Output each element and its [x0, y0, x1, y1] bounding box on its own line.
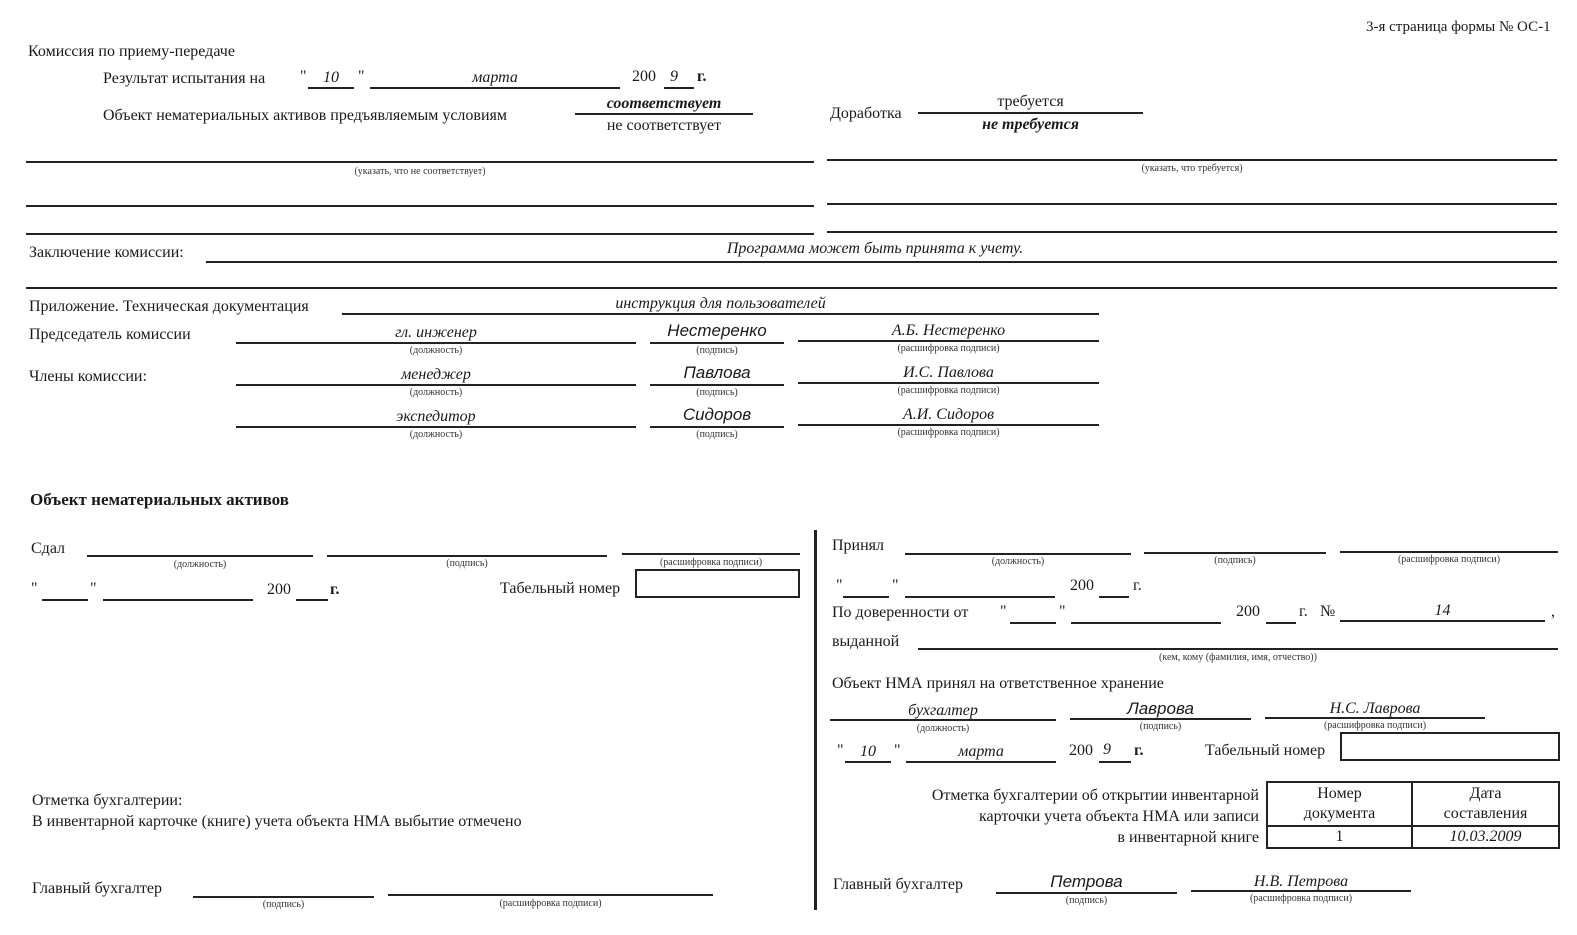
proxy-comma: ,: [1551, 603, 1555, 620]
quote-open: ": [837, 742, 844, 759]
accounting-mark-text: В инвентарной карточке (книге) учета объекта НМА выбытие отмечено: [32, 813, 522, 830]
object-section-title: Объект нематериальных активов: [30, 490, 289, 509]
custody-signature-line: [1070, 718, 1251, 720]
page-label: 3-я страница формы № ОС-1: [1366, 19, 1551, 35]
member1-signature[interactable]: Павлова: [683, 363, 751, 382]
received-year-label: г.: [1133, 577, 1142, 594]
caption-decode: (расшифровка подписи): [1323, 720, 1427, 731]
quote-close: ": [894, 742, 901, 759]
chair-name[interactable]: А.Б. Нестеренко: [891, 322, 1006, 339]
handed-label: Сдал: [31, 540, 66, 557]
member1-name[interactable]: И.С. Павлова: [903, 364, 994, 381]
member2-signature-line: [650, 426, 784, 428]
test-day-line: [308, 87, 354, 89]
custody-label: Объект НМА принял на ответственное хранение: [832, 675, 1164, 692]
custody-year-prefix: 200: [1069, 742, 1093, 759]
received-year-prefix: 200: [1070, 577, 1094, 594]
member1-position[interactable]: менеджер: [401, 366, 471, 383]
members-label: Члены комиссии:: [29, 368, 147, 385]
received-signature-line[interactable]: [1144, 552, 1326, 554]
handed-year-prefix: 200: [267, 581, 291, 598]
header-date: [1412, 782, 1559, 826]
member2-position-line: [236, 426, 636, 428]
commission-title: Комиссия по приему-передаче: [28, 43, 235, 60]
rework-label: Доработка: [830, 105, 902, 122]
quote-close: ": [892, 577, 899, 594]
caption-position: (должность): [173, 559, 227, 570]
inventory-table: [1266, 781, 1560, 849]
caption-signature: (подпись): [696, 387, 738, 398]
header-date-line1: Дата: [1469, 785, 1502, 802]
section-divider: [814, 530, 817, 910]
custody-tab-number-label: Табельный номер: [1205, 742, 1326, 759]
chair-position[interactable]: гл. инженер: [395, 324, 477, 341]
caption-signature: (подпись): [1139, 721, 1182, 732]
caption-signature: (подпись): [262, 899, 305, 910]
proxy-label: По доверенности от: [832, 604, 969, 621]
conclusion-line-2[interactable]: [26, 287, 1557, 289]
member1-position-line: [236, 384, 636, 386]
chief-signature-line: [996, 892, 1177, 894]
chief-left-decode-line[interactable]: [388, 894, 713, 896]
custody-day-line: [845, 761, 891, 763]
chief-accountant-label-left: Главный бухгалтер: [32, 880, 162, 897]
caption-position: (должность): [409, 429, 463, 440]
quote-open: ": [300, 68, 307, 85]
proxy-month-line[interactable]: [1071, 622, 1221, 624]
inventory-mark-line-1: Отметка бухгалтерии об открытии инвентарной: [931, 787, 1259, 804]
issued-label: выданной: [832, 633, 900, 650]
custody-year-field[interactable]: 9: [1103, 741, 1111, 758]
option-conforms[interactable]: соответствует: [606, 95, 722, 112]
proxy-year-line[interactable]: [1266, 622, 1296, 624]
option-rework-required[interactable]: требуется: [997, 93, 1064, 110]
quote-close: ": [358, 68, 365, 85]
option-not-conforms[interactable]: не соответствует: [606, 117, 722, 134]
header-doc-number-line1: Номер: [1317, 785, 1362, 802]
hint-required: (указать, что требуется): [1141, 163, 1243, 174]
test-year-field[interactable]: 9: [670, 68, 678, 85]
option-rework-not-required[interactable]: не требуется: [982, 116, 1079, 133]
caption-signature: (подпись): [1065, 895, 1108, 906]
received-decode-line[interactable]: [1340, 551, 1558, 553]
handed-position-line[interactable]: [87, 555, 313, 557]
member1-signature-line: [650, 384, 784, 386]
handed-tab-number-label: Табельный номер: [500, 580, 621, 597]
proxy-day-line[interactable]: [1010, 622, 1056, 624]
conclusion-line: [206, 261, 1557, 263]
chief-accountant-label-right: Главный бухгалтер: [833, 876, 963, 893]
member2-signature[interactable]: Сидоров: [682, 405, 752, 424]
proxy-year-prefix: 200: [1236, 603, 1260, 620]
test-year-prefix: 200: [632, 68, 656, 85]
caption-decode: (расшифровка подписи): [897, 427, 1000, 438]
chief-name-line: [1191, 890, 1411, 892]
custody-name-line: [1265, 717, 1485, 719]
handed-year-label: г.: [330, 581, 340, 598]
handed-year-line[interactable]: [296, 599, 328, 601]
proxy-number-line: [1340, 620, 1545, 622]
quote-open: ": [836, 577, 843, 594]
custody-name[interactable]: Н.С. Лаврова: [1329, 700, 1421, 717]
quote-open: ": [1000, 603, 1007, 620]
caption-signature: (подпись): [696, 429, 738, 440]
test-month-field[interactable]: марта: [472, 69, 518, 86]
chief-signature[interactable]: Петрова: [1050, 872, 1123, 891]
caption-signature: (подпись): [696, 345, 738, 356]
header-date-line2: составления: [1443, 805, 1528, 822]
custody-day-field[interactable]: 10: [860, 743, 876, 760]
issued-line[interactable]: [918, 648, 1558, 650]
custody-position-line: [830, 719, 1056, 721]
cell-doc-number[interactable]: 1: [1267, 826, 1412, 848]
caption-decode: (расшифровка подписи): [1397, 554, 1501, 565]
chair-signature[interactable]: Нестеренко: [667, 321, 767, 340]
chief-left-signature-line[interactable]: [193, 896, 374, 898]
caption-signature: (подпись): [1214, 555, 1256, 566]
cell-date[interactable]: 10.03.2009: [1412, 826, 1559, 848]
quote-close: ": [90, 580, 97, 597]
chair-name-line: [798, 340, 1099, 342]
issued-caption: (кем, кому (фамилия, имя, отчество)): [1159, 652, 1317, 663]
custody-year-line: [1099, 761, 1131, 763]
custody-month-field[interactable]: марта: [958, 743, 1004, 760]
member2-name[interactable]: А.И. Сидоров: [902, 406, 995, 423]
member1-name-line: [798, 382, 1099, 384]
caption-position: (должность): [409, 387, 463, 398]
member2-position[interactable]: экспедитор: [396, 408, 476, 425]
conditions-label: Объект нематериальных активов предъявляемым условиям: [103, 107, 508, 124]
caption-signature: (подпись): [446, 558, 488, 569]
test-day-field[interactable]: 10: [323, 69, 339, 86]
test-result-label: Результат испытания на: [103, 70, 266, 87]
required-line-3[interactable]: [827, 231, 1557, 233]
conclusion-field[interactable]: Программа может быть принята к учету.: [726, 240, 1024, 257]
caption-decode: (расшифровка подписи): [897, 385, 1000, 396]
caption-position: (должность): [409, 345, 463, 356]
not-conforms-line-1[interactable]: [26, 161, 814, 163]
not-conforms-line-3[interactable]: [26, 233, 814, 235]
chair-signature-line: [650, 342, 784, 344]
rework-divider: [918, 112, 1143, 114]
header-doc-number: [1267, 782, 1412, 826]
proxy-number-field[interactable]: 14: [1434, 602, 1451, 619]
handed-month-line[interactable]: [103, 599, 253, 601]
handed-decode-line[interactable]: [622, 553, 800, 555]
handed-day-line[interactable]: [42, 599, 88, 601]
handed-tab-number-field[interactable]: [635, 569, 800, 598]
inventory-mark-line-2: карточки учета объекта НМА или записи: [978, 808, 1259, 825]
required-line-2[interactable]: [827, 203, 1557, 205]
hint-not-conforms: (указать, что не соответствует): [354, 166, 486, 177]
proxy-year-label: г.: [1299, 603, 1308, 620]
received-year-line[interactable]: [1099, 596, 1129, 598]
received-day-line[interactable]: [843, 596, 889, 598]
test-month-line: [370, 87, 620, 89]
received-month-line[interactable]: [905, 596, 1055, 598]
caption-decode: (расшифровка подписи): [1249, 893, 1353, 904]
caption-decode: (расшифровка подписи): [659, 557, 763, 568]
inventory-table-row: [1267, 826, 1559, 848]
custody-signature[interactable]: Лаврова: [1127, 699, 1194, 718]
caption-decode: (расшифровка подписи): [499, 898, 602, 909]
caption-position: (должность): [991, 556, 1045, 567]
test-year-line: [664, 87, 694, 89]
received-label: Принял: [832, 537, 885, 554]
not-conforms-line-2[interactable]: [26, 205, 814, 207]
year-label: г.: [697, 68, 707, 85]
conforms-divider: [575, 113, 753, 115]
caption-decode: (расшифровка подписи): [897, 343, 1000, 354]
custody-tab-number-field[interactable]: [1340, 732, 1560, 761]
accounting-mark-label: Отметка бухгалтерии:: [32, 792, 183, 809]
caption-position: (должность): [916, 723, 970, 734]
conclusion-label: Заключение комиссии:: [29, 244, 184, 261]
attachment-field[interactable]: инструкция для пользователей: [615, 295, 826, 312]
custody-position[interactable]: бухгалтер: [908, 702, 978, 719]
header-doc-number-line2: документа: [1303, 805, 1376, 822]
attachment-label: Приложение. Техническая документация: [29, 298, 309, 315]
member2-name-line: [798, 424, 1099, 426]
custody-year-label: г.: [1134, 742, 1144, 759]
received-position-line[interactable]: [905, 553, 1131, 555]
chief-name[interactable]: Н.В. Петрова: [1253, 873, 1349, 890]
inventory-table-header: [1267, 782, 1559, 826]
custody-month-line: [906, 761, 1056, 763]
required-line-1[interactable]: [827, 159, 1557, 161]
quote-close: ": [1059, 603, 1066, 620]
handed-signature-line[interactable]: [327, 555, 607, 557]
chair-position-line: [236, 342, 636, 344]
chair-label: Председатель комиссии: [29, 326, 191, 343]
attachment-line: [342, 313, 1099, 315]
inventory-mark-line-3: в инвентарной книге: [1117, 829, 1259, 846]
proxy-number-label: №: [1320, 603, 1336, 620]
quote-open: ": [31, 580, 38, 597]
